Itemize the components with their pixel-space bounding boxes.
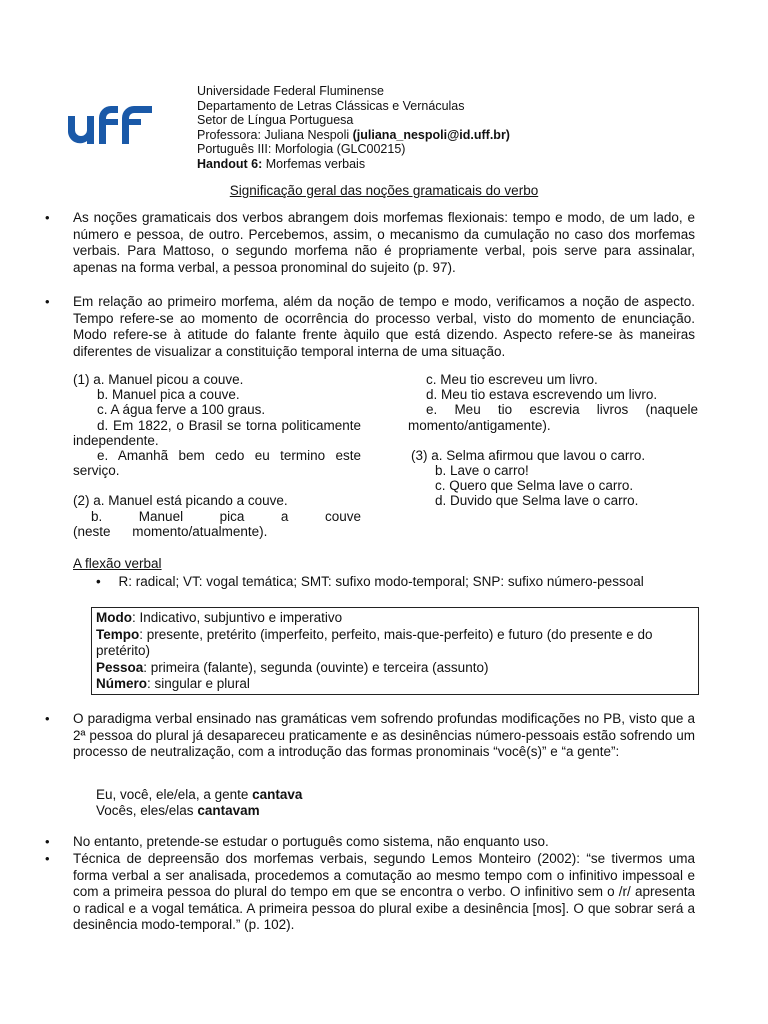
sector-name: Setor de Língua Portuguesa — [197, 113, 354, 128]
handout-label: Handout 6: — [197, 156, 263, 171]
conjugation-singular — [96, 787, 302, 803]
box-modo-text: : Indicativo, subjuntivo e imperativo — [132, 610, 343, 625]
bullet-item — [45, 294, 695, 360]
example-2c: c. Meu tio escreveu um livro. — [426, 372, 598, 387]
example-2d: d. Meu tio estava escrevendo um livro. — [426, 387, 658, 403]
uff-logo — [66, 104, 154, 144]
uff-logo-mark — [68, 106, 152, 144]
bullet-icon: • — [45, 851, 50, 866]
bullet-text: Técnica de depreensão dos morfemas verbais, segundo Lemos Monteiro (2002): “se tivermos uma forma verbal a ser analisada, procedemos a comutação ao mesmo tempo com o infinitivo impessoal e com a primeira pessoa do plural do tempo em que se encontra o verbo. O infinitivo sem o /r/ apresenta o radical e a vogal temática. A primeira pessoa do plural exibe a desinência [mos]. O que sobrar será a desinência modo-temporal.” (p. 102). — [73, 851, 695, 932]
bullet-text: O paradigma verbal ensinado nas gramáticas vem sofrendo profundas modificações no PB, visto que a 2ª pessoa do plural já desapareceu praticamente e as desinências número-pessoais estão sofrendo um processo de neutralização, com a introdução das formas pronominais “você(s)” e “a gente”: — [73, 711, 695, 759]
example-conjugation — [96, 787, 302, 819]
professor-name: Professora: Juliana Nespoli — [197, 127, 353, 142]
bullet-item — [45, 851, 695, 934]
example-3a: (3) a. Selma afirmou que lavou o carro. — [411, 447, 646, 463]
section-title: Significação geral das noções gramaticais do verbo — [229, 183, 539, 198]
example-3d: d. Duvido que Selma lave o carro. — [435, 493, 639, 509]
example-2a: (2) a. Manuel está picando a couve. — [73, 493, 288, 509]
conjugation-singular-subjects: Eu, você, ele/ela, a gente — [96, 787, 253, 802]
conjugation-plural — [96, 803, 302, 819]
subsection-title: A flexão verbal — [73, 556, 162, 571]
box-modo-label: Modo — [96, 610, 132, 625]
box-tempo-label: Tempo — [96, 626, 140, 642]
examples-right — [408, 372, 698, 509]
box-numero-label: Número — [96, 676, 148, 692]
professor-line — [197, 128, 510, 143]
handout-title: Morfemas verbais — [262, 156, 366, 171]
bullet-icon: • — [45, 210, 50, 225]
bullet-icon: • — [45, 294, 50, 309]
bullet-icon: • — [45, 711, 50, 726]
bullet-icon: • — [45, 834, 50, 849]
bullet-icon: • — [96, 574, 101, 589]
bullet-text: Em relação ao primeiro morfema, além da noção de tempo e modo, verificamos a noção de aspecto. Tempo refere-se ao momento de ocorrência do processo verbal, visto do momento de enunciação. Modo refere-se à atitude do falante frente àquilo que está dizendo. Aspecto refere-se às maneiras diferentes de visualizar a constituição temporal interna de uma situação. — [73, 294, 695, 359]
conjugation-singular-verb: cantava — [252, 787, 303, 802]
university-name: Universidade Federal Fluminense — [197, 84, 384, 98]
bullet-item — [45, 834, 695, 851]
conjugation-plural-subjects: Vocês, eles/elas — [96, 803, 198, 818]
box-pessoa-text: : primeira (falante), segunda (ouvinte) e terceira (assunto) — [143, 659, 489, 675]
sub-bullet-item — [96, 574, 644, 589]
example-1a: (1) a. Manuel picou a couve. — [73, 372, 244, 387]
bullet-text: No entanto, pretende-se estudar o português como sistema, não enquanto uso. — [73, 834, 549, 849]
example-3b: b. Lave o carro! — [435, 463, 529, 479]
box-pessoa-label: Pessoa — [96, 659, 144, 675]
document-header — [197, 84, 510, 172]
bullet-item — [45, 210, 695, 276]
professor-email: (juliana_nespoli@id.uff.br) — [352, 127, 510, 142]
department-name: Departamento de Letras Clássicas e Vernáculas — [197, 98, 465, 113]
example-2e: e. Meu tio escrevia livros (naquele momento/antigamente). — [408, 402, 698, 433]
box-modo — [96, 610, 694, 627]
example-1e: e. Amanhã bem cedo eu termino este serviço. — [73, 448, 361, 479]
box-pessoa — [96, 660, 694, 677]
examples-left — [73, 372, 361, 539]
example-3c: c. Quero que Selma lave o carro. — [435, 478, 634, 494]
sub-bullet-text: R: radical; VT: vogal temática; SMT: sufixo modo-temporal; SNP: sufixo número-pessoal — [118, 574, 644, 589]
course-name: Português III: Morfologia (GLC00215) — [197, 142, 406, 157]
bullet-item — [45, 711, 695, 761]
categories-box — [91, 607, 699, 695]
bullet-text: As noções gramaticais dos verbos abrangem dois morfemas flexionais: tempo e modo, de um lado, e número e pessoa, de outro. Percebemos, assim, o mecanismo da cumulação no caso dos morfemas verbais. Para Mattoso, o segundo morfema não é propriamente verbal, pois serve para assinalar, apenas na forma verbal, a pessoa pronominal do sujeito (p. 97). — [73, 210, 695, 275]
example-1b: b. Manuel pica a couve. — [97, 387, 240, 403]
example-1d: d. Em 1822, o Brasil se torna politicamente independente. — [73, 417, 361, 448]
box-tempo-text: : presente, pretérito (imperfeito, perfeito, mais-que-perfeito) e futuro (do presente e do pretérito) — [96, 626, 653, 659]
example-1c: c. A água ferve a 100 graus. — [97, 402, 266, 418]
conjugation-plural-verb: cantavam — [197, 803, 260, 818]
box-numero-text: : singular e plural — [147, 676, 250, 692]
box-tempo — [96, 627, 694, 660]
example-2b: b. Manuel pica a couve (neste momento/atualmente). — [73, 508, 361, 539]
handout-line — [197, 157, 510, 172]
box-numero — [96, 676, 694, 693]
